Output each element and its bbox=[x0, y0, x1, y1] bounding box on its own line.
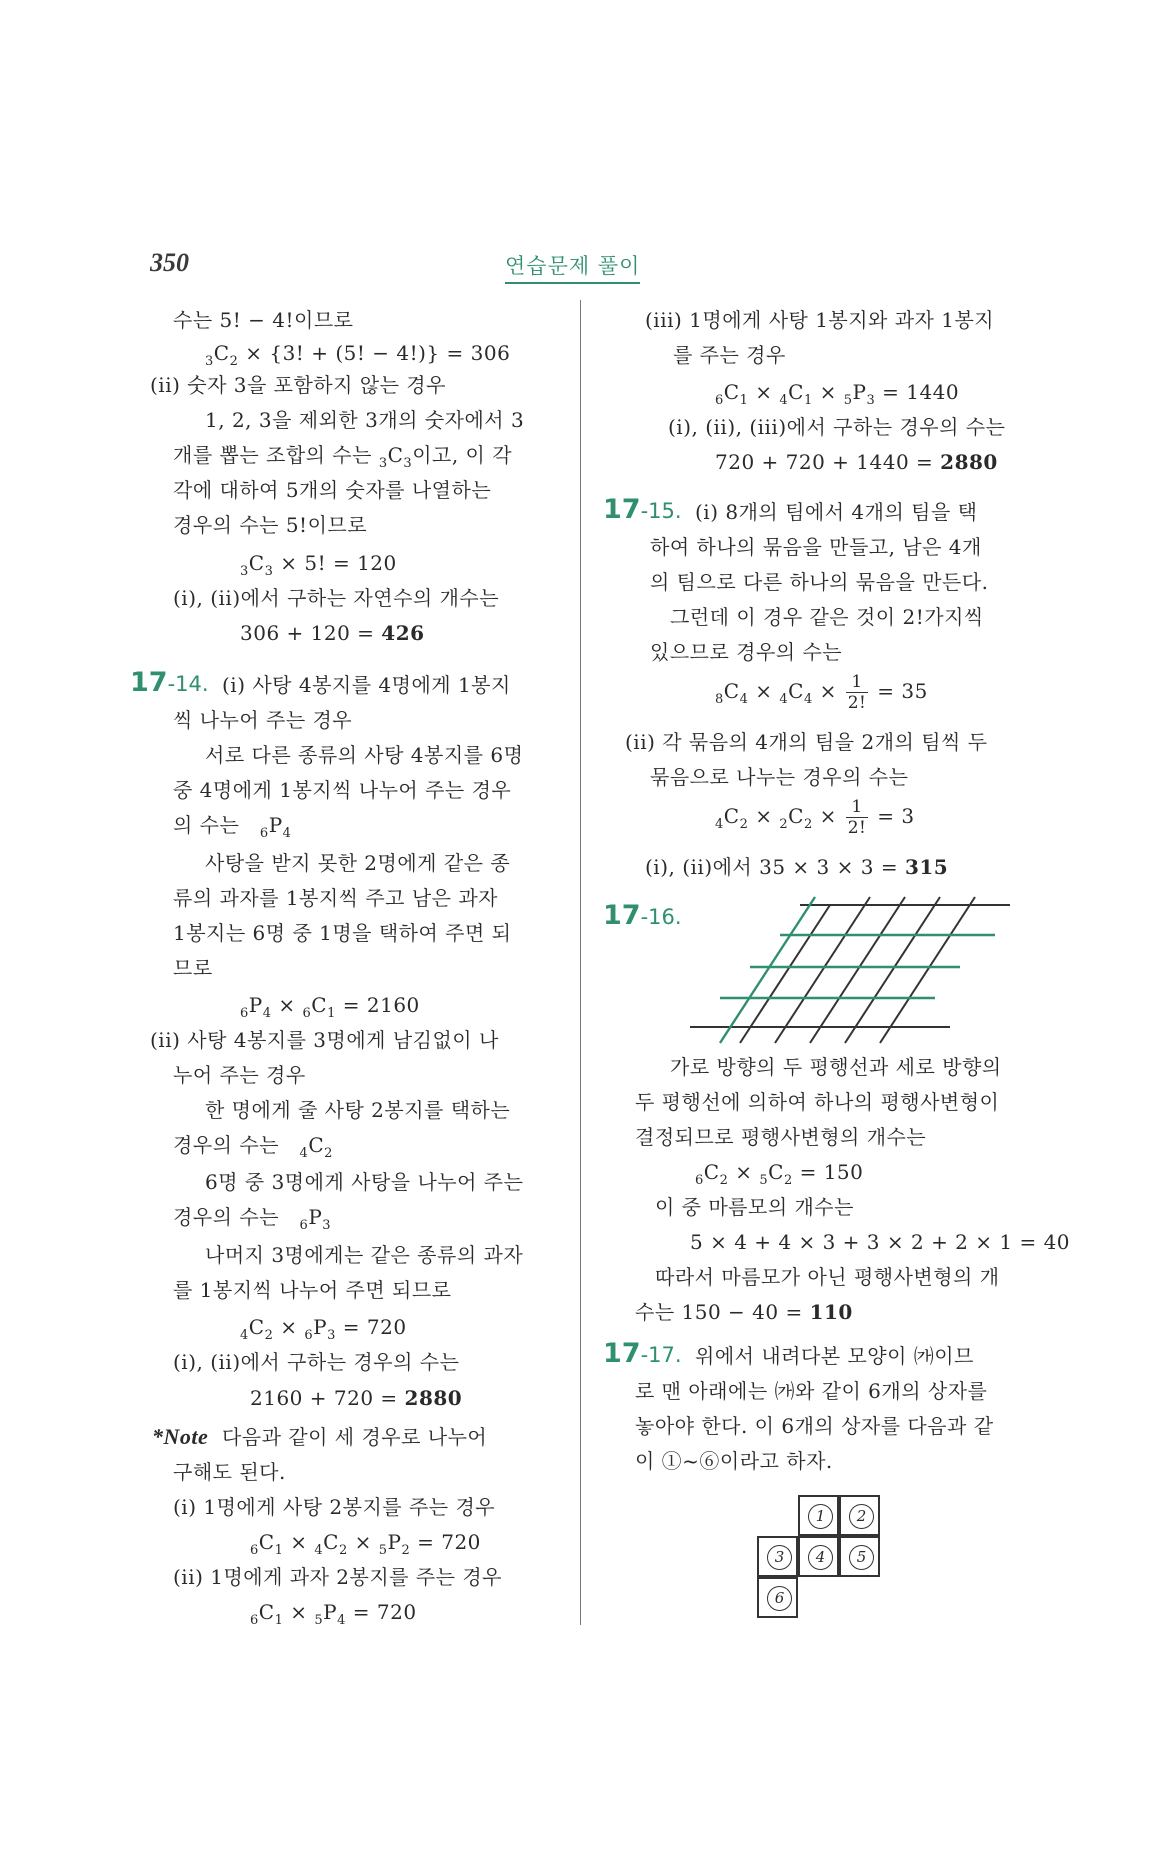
answer-line: (i), (ii)에서 35 × 3 × 3 = 315 bbox=[645, 855, 949, 879]
box-cell: 2 bbox=[839, 1495, 880, 1536]
text-line: 묶음으로 나누는 경우의 수는 bbox=[650, 765, 909, 789]
answer-line: 720 + 720 + 1440 = 2880 bbox=[715, 450, 998, 474]
formula-line: $_6C_1 \times _4C_1 \times _5P_3 = 1440$ bbox=[715, 380, 960, 408]
formula-line: $_6C_1 \times _4C_2 \times _5P_2 = 720$ bbox=[250, 1530, 481, 1558]
text-line: 위에서 내려다본 모양이 ㈎이므 bbox=[695, 1344, 974, 1368]
text-line: 경우의 수는 $_4C_2$ bbox=[173, 1133, 333, 1161]
problem-number-17: 17-17. bbox=[603, 1338, 682, 1369]
case-heading: (ii) 사탕 4봉지를 3명에게 남김없이 나 bbox=[150, 1028, 499, 1052]
box-cell: 4 bbox=[798, 1536, 839, 1577]
answer-line: 수는 150 − 40 = 110 bbox=[635, 1300, 853, 1324]
text-line: 의 수는 $_6P_4$ bbox=[173, 813, 292, 841]
text-line: 있으므로 경우의 수는 bbox=[650, 640, 843, 664]
problem-number-14: 17-14. bbox=[130, 667, 209, 698]
text-line: 구해도 된다. bbox=[173, 1460, 286, 1484]
column-divider bbox=[580, 300, 581, 1625]
text-line: 1봉지는 6명 중 1명을 택하여 주면 되 bbox=[173, 921, 512, 945]
text-line: 이 ①~⑥이라고 하자. bbox=[635, 1449, 833, 1473]
formula-line: $_3C_2 \times \{3$! + (5! − 4!)} = 306 bbox=[205, 341, 511, 369]
text-line: 따라서 마름모가 아닌 평행사변형의 개 bbox=[655, 1265, 1000, 1289]
text-line: 경우의 수는 5!이므로 bbox=[173, 513, 368, 537]
text-line: (i), (ii)에서 구하는 자연수의 개수는 bbox=[173, 586, 500, 610]
text-line: 누어 주는 경우 bbox=[173, 1063, 306, 1087]
case-heading: (iii) 1명에게 사탕 1봉지와 과자 1봉지 bbox=[645, 308, 995, 332]
formula-line: $_8C_4 \times _4C_4$ × $\frac{1}{2!}$ = 35 bbox=[715, 672, 928, 713]
fraction: $\frac{1}{2!}$ bbox=[847, 797, 867, 838]
problem-number-16: 17-16. bbox=[603, 900, 682, 931]
text-line: (i) 8개의 팀에서 4개의 팀을 택 bbox=[695, 500, 978, 524]
formula-line: $_4C_2 \times _6P_3 = 720$ bbox=[240, 1315, 407, 1343]
text-line: 를 주는 경우 bbox=[673, 343, 786, 367]
text-line: 1, 2, 3을 제외한 3개의 숫자에서 3 bbox=[205, 408, 525, 432]
answer-line: 2160 + 720 = 2880 bbox=[250, 1386, 463, 1410]
text-line: (ii) 1명에게 과자 2봉지를 주는 경우 bbox=[173, 1565, 502, 1589]
box-layout-figure bbox=[755, 1495, 885, 1625]
formula-line: $_4C_2 \times _2C_2$ × $\frac{1}{2!}$ = 3 bbox=[715, 797, 915, 838]
parallel-lines-figure bbox=[680, 895, 1025, 1045]
case-heading: (ii) 각 묶음의 4개의 팀을 2개의 팀씩 두 bbox=[625, 730, 988, 754]
text-line: 놓아야 한다. 이 6개의 상자를 다음과 같 bbox=[635, 1414, 994, 1438]
text-line: 경우의 수는 $_6P_3$ bbox=[173, 1205, 332, 1233]
text-line: (i), (ii), (iii)에서 구하는 경우의 수는 bbox=[668, 415, 1006, 439]
text-line: 므로 bbox=[173, 956, 213, 980]
text-line: 수는 5! − 4!이므로 bbox=[173, 308, 354, 332]
text-line: 서로 다른 종류의 사탕 4봉지를 6명 bbox=[205, 743, 524, 767]
formula-line: 5 × 4 + 4 × 3 + 3 × 2 + 2 × 1 = 40 bbox=[690, 1230, 1071, 1254]
text-line: 류의 과자를 1봉지씩 주고 남은 과자 bbox=[173, 886, 498, 910]
text-line: 의 팀으로 다른 하나의 묶음을 만든다. bbox=[650, 570, 989, 594]
text-line: 각에 대하여 5개의 숫자를 나열하는 bbox=[173, 478, 492, 502]
answer-line: 306 + 120 = 426 bbox=[240, 621, 425, 645]
text-line: (i) 사탕 4봉지를 4명에게 1봉지 bbox=[222, 673, 511, 697]
problem-number-15: 17-15. bbox=[603, 494, 682, 525]
text-line: 이 중 마름모의 개수는 bbox=[655, 1195, 854, 1219]
text-line: 6명 중 3명에게 사탕을 나누어 주는 bbox=[205, 1170, 524, 1194]
box-cell: 6 bbox=[757, 1577, 798, 1618]
formula-line: $_6P_4 \times _6C_1 = 2160$ bbox=[240, 993, 420, 1021]
text-line: 중 4명에게 1봉지씩 나누어 주는 경우 bbox=[173, 778, 512, 802]
text-line: 로 맨 아래에는 ㈎와 같이 6개의 상자를 bbox=[635, 1379, 988, 1403]
text-line: 를 1봉지씩 나누어 주면 되므로 bbox=[173, 1278, 452, 1302]
box-cell: 1 bbox=[798, 1495, 839, 1536]
text-line: (i) 1명에게 사탕 2봉지를 주는 경우 bbox=[173, 1495, 496, 1519]
text-line: 결정되므로 평행사변형의 개수는 bbox=[635, 1125, 927, 1149]
case-heading: (ii) 숫자 3을 포함하지 않는 경우 bbox=[150, 373, 446, 397]
text-line: 두 평행선에 의하여 하나의 평행사변형이 bbox=[635, 1090, 1000, 1114]
page-title: 연습문제 풀이 bbox=[505, 250, 640, 284]
text-line: (i), (ii)에서 구하는 경우의 수는 bbox=[173, 1350, 460, 1374]
box-cell: 3 bbox=[757, 1536, 798, 1577]
formula-line: $_6C_2 \times _5C_2 = 150$ bbox=[695, 1160, 864, 1188]
text-line: 나머지 3명에게는 같은 종류의 과자 bbox=[205, 1243, 524, 1267]
fraction: $\frac{1}{2!}$ bbox=[847, 672, 867, 713]
text-line: 그런데 이 경우 같은 것이 2!가지씩 bbox=[670, 605, 984, 629]
text-line: 하여 하나의 묶음을 만들고, 남은 4개 bbox=[650, 535, 982, 559]
page-number: 350 bbox=[150, 248, 189, 277]
text-line: 개를 뽑는 조합의 수는 $_3C_3$이고, 이 각 bbox=[173, 443, 513, 471]
box-cell: 5 bbox=[839, 1536, 880, 1577]
formula-line: $_3C_3 \times 5$! = 120 bbox=[240, 551, 397, 579]
text-line: 한 명에게 줄 사탕 2봉지를 택하는 bbox=[205, 1098, 511, 1122]
text-line: 가로 방향의 두 평행선과 세로 방향의 bbox=[670, 1055, 1002, 1079]
text-line: 씩 나누어 주는 경우 bbox=[173, 708, 353, 732]
formula-line: $_6C_1 \times _5P_4 = 720$ bbox=[250, 1600, 417, 1628]
note-line: *Note 다음과 같이 세 경우로 나누어 bbox=[152, 1424, 488, 1449]
text-line: 사탕을 받지 못한 2명에게 같은 종 bbox=[205, 851, 511, 875]
